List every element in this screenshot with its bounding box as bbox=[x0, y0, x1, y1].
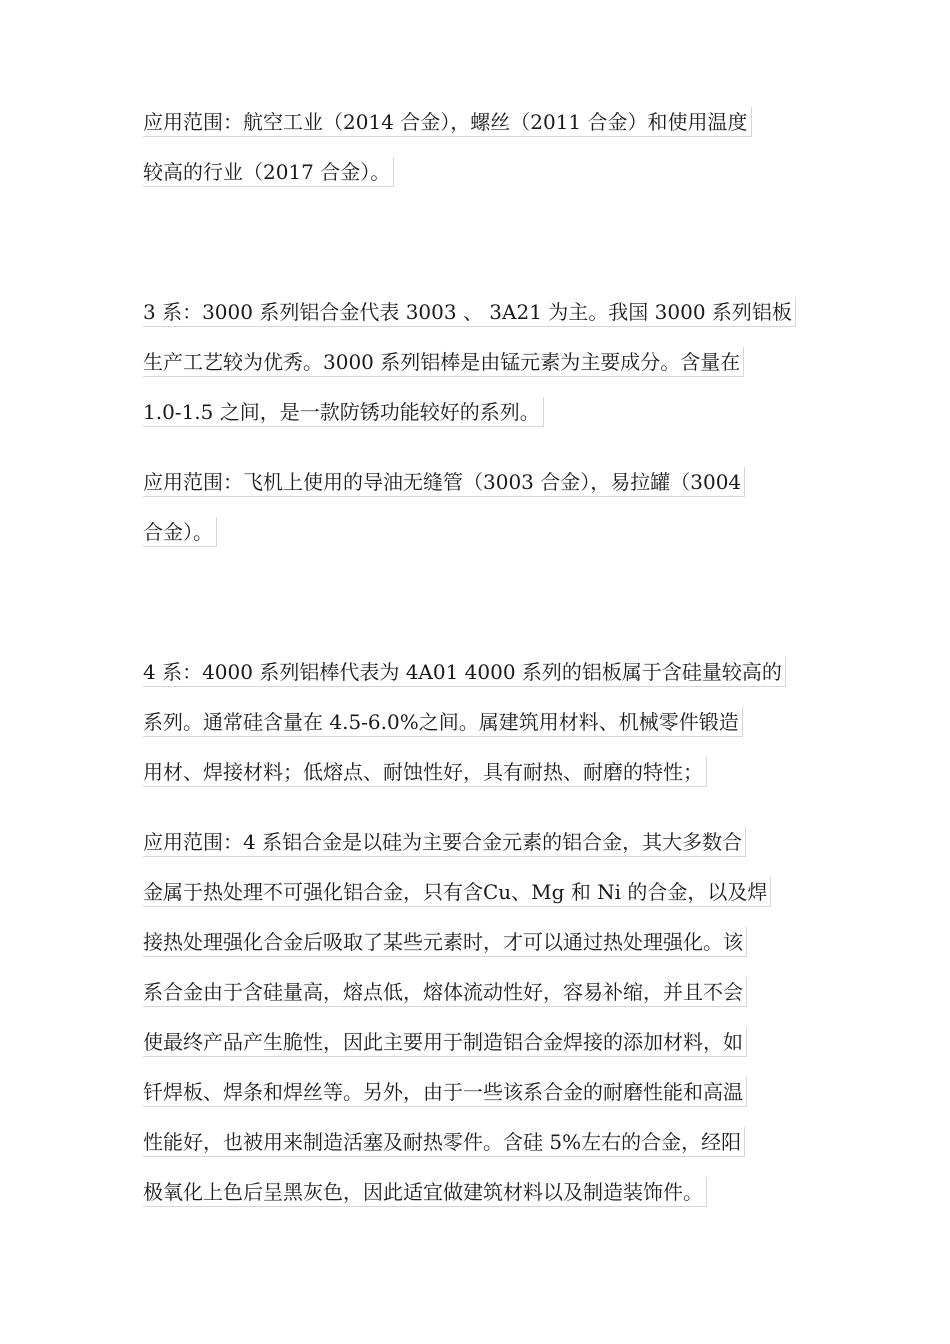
text-line: 性能好，也被用来制造活塞及耐热零件。含硅 5%左右的合金，经阳 bbox=[143, 1127, 745, 1157]
text-line: 极氧化上色后呈黑灰色，因此适宜做建筑材料以及制造装饰件。 bbox=[143, 1177, 707, 1207]
text-line: 应用范围：飞机上使用的导油无缝管（3003 合金），易拉罐（3004 bbox=[143, 467, 745, 497]
text-line: 系合金由于含硅量高，熔点低，熔体流动性好，容易补缩，并且不会 bbox=[143, 977, 747, 1007]
text-line: 3 系：3000 系列铝合金代表 3003 、 3A21 为主。我国 3000 系列铝板 bbox=[143, 297, 796, 327]
text-line: 系列。通常硅含量在 4.5-6.0%之间。属建筑用材料、机械零件锻造 bbox=[143, 707, 743, 737]
text-line: 使最终产品产生脆性，因此主要用于制造铝合金焊接的添加材料，如 bbox=[143, 1027, 747, 1057]
text-line: 4 系：4000 系列铝棒代表为 4A01 4000 系列的铝板属于含硅量较高的 bbox=[143, 657, 786, 687]
text-line: 用材、焊接材料；低熔点、耐蚀性好，具有耐热、耐磨的特性； bbox=[143, 757, 707, 787]
text-line: 较高的行业（2017 合金）。 bbox=[143, 157, 394, 187]
text-line: 钎焊板、焊条和焊丝等。另外，由于一些该系合金的耐磨性能和高温 bbox=[143, 1077, 747, 1107]
text-line: 接热处理强化合金后吸取了某些元素时，才可以通过热处理强化。该 bbox=[143, 927, 747, 957]
text-line: 生产工艺较为优秀。3000 系列铝棒是由锰元素为主要成分。含量在 bbox=[143, 347, 744, 377]
text-line: 应用范围：4 系铝合金是以硅为主要合金元素的铝合金，其大多数合 bbox=[143, 827, 746, 857]
text-line: 合金）。 bbox=[143, 517, 217, 547]
text-line: 金属于热处理不可强化铝合金，只有含Cu、Mg 和 Ni 的合金，以及焊 bbox=[143, 877, 771, 907]
text-line: 应用范围：航空工业（2014 合金），螺丝（2011 合金）和使用温度 bbox=[143, 107, 752, 137]
text-line: 1.0-1.5 之间，是一款防锈功能较好的系列。 bbox=[143, 397, 544, 427]
